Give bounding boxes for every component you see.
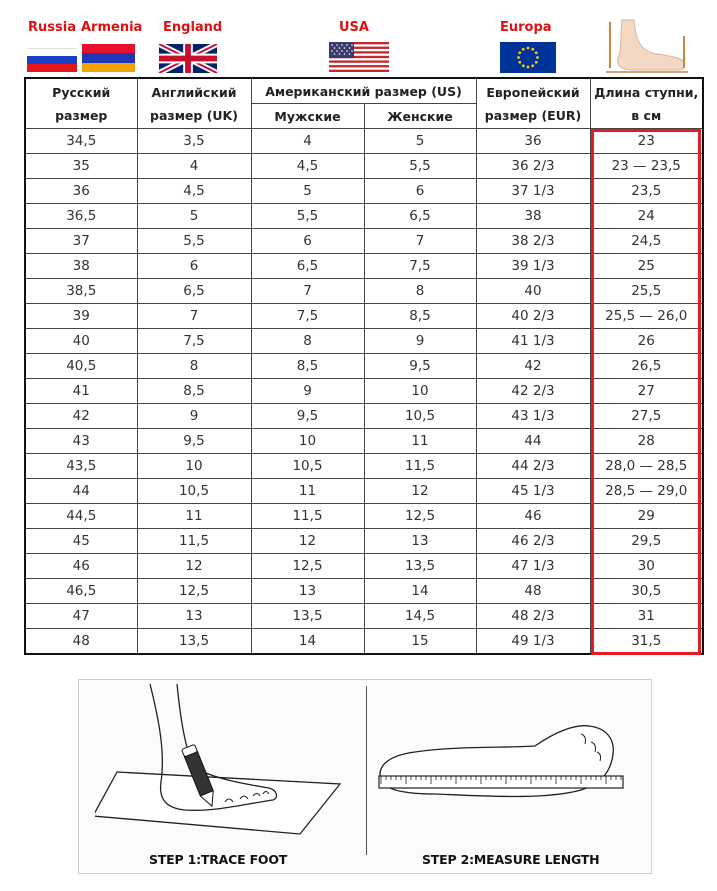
cell-us-women-size: 10 [364, 379, 476, 404]
header-ru-size: Русский размер [25, 78, 137, 129]
cell-ru-size: 37 [25, 229, 137, 254]
cell-us-women-size: 8 [364, 279, 476, 304]
cell-uk-size: 10,5 [137, 479, 251, 504]
cell-us-women-size: 7 [364, 229, 476, 254]
header-eur-size: Европейский размер (EUR) [476, 78, 590, 129]
cell-ru-size: 39 [25, 304, 137, 329]
cell-us-men-size: 5 [251, 179, 364, 204]
cell-uk-size: 7,5 [137, 329, 251, 354]
cell-foot-length: 31 [590, 604, 703, 629]
cell-eur-size: 36 [476, 129, 590, 154]
cell-eur-size: 46 [476, 504, 590, 529]
cell-uk-size: 11 [137, 504, 251, 529]
header-us-men: Мужские [251, 104, 364, 129]
cell-eur-size: 42 [476, 354, 590, 379]
cell-eur-size: 44 [476, 429, 590, 454]
cell-foot-length: 31,5 [590, 629, 703, 655]
cell-us-women-size: 12 [364, 479, 476, 504]
label-england: England [163, 20, 223, 35]
cell-ru-size: 47 [25, 604, 137, 629]
measure-steps-panel [78, 679, 652, 874]
cell-us-women-size: 9 [364, 329, 476, 354]
cell-eur-size: 46 2/3 [476, 529, 590, 554]
cell-us-men-size: 8 [251, 329, 364, 354]
cell-uk-size: 5,5 [137, 229, 251, 254]
cell-us-men-size: 8,5 [251, 354, 364, 379]
cell-ru-size: 45 [25, 529, 137, 554]
cell-us-women-size: 5,5 [364, 154, 476, 179]
cell-uk-size: 3,5 [137, 129, 251, 154]
cell-uk-size: 10 [137, 454, 251, 479]
usa-flag-icon [329, 42, 389, 72]
measure-length-illustration [375, 720, 635, 820]
eu-flag-icon [500, 42, 556, 73]
cell-foot-length: 24 [590, 204, 703, 229]
cell-us-women-size: 15 [364, 629, 476, 655]
cell-ru-size: 43 [25, 429, 137, 454]
cell-us-men-size: 7,5 [251, 304, 364, 329]
cell-us-women-size: 12,5 [364, 504, 476, 529]
russia-flag-icon [27, 48, 77, 72]
cell-eur-size: 37 1/3 [476, 179, 590, 204]
cell-ru-size: 34,5 [25, 129, 137, 154]
cell-uk-size: 4,5 [137, 179, 251, 204]
cell-foot-length: 25,5 — 26,0 [590, 304, 703, 329]
cell-eur-size: 48 2/3 [476, 604, 590, 629]
cell-eur-size: 38 2/3 [476, 229, 590, 254]
cell-ru-size: 36,5 [25, 204, 137, 229]
cell-uk-size: 7 [137, 304, 251, 329]
cell-us-men-size: 10 [251, 429, 364, 454]
cell-uk-size: 8,5 [137, 379, 251, 404]
cell-us-women-size: 10,5 [364, 404, 476, 429]
cell-uk-size: 13 [137, 604, 251, 629]
cell-eur-size: 38 [476, 204, 590, 229]
cell-us-men-size: 4 [251, 129, 364, 154]
cell-eur-size: 44 2/3 [476, 454, 590, 479]
cell-us-men-size: 10,5 [251, 454, 364, 479]
step1-caption: STEP 1:TRACE FOOT [149, 852, 288, 867]
cell-us-men-size: 6,5 [251, 254, 364, 279]
cell-uk-size: 11,5 [137, 529, 251, 554]
cell-foot-length: 23,5 [590, 179, 703, 204]
label-armenia: Armenia [81, 20, 143, 35]
cell-uk-size: 13,5 [137, 629, 251, 655]
header-us-size: Американский размер (US) [251, 78, 476, 104]
cell-us-women-size: 11 [364, 429, 476, 454]
uk-flag-icon [158, 44, 218, 73]
trace-foot-illustration [95, 684, 355, 844]
cell-eur-size: 36 2/3 [476, 154, 590, 179]
cell-us-men-size: 7 [251, 279, 364, 304]
cell-ru-size: 40,5 [25, 354, 137, 379]
cell-ru-size: 43,5 [25, 454, 137, 479]
cell-ru-size: 36 [25, 179, 137, 204]
cell-ru-size: 35 [25, 154, 137, 179]
steps-divider [366, 686, 367, 855]
label-russia: Russia [28, 20, 76, 35]
cell-eur-size: 43 1/3 [476, 404, 590, 429]
header-uk-size: Английский размер (UK) [137, 78, 251, 129]
cell-uk-size: 6 [137, 254, 251, 279]
cell-foot-length: 28,5 — 29,0 [590, 479, 703, 504]
cell-ru-size: 41 [25, 379, 137, 404]
cell-eur-size: 47 1/3 [476, 554, 590, 579]
cell-eur-size: 40 [476, 279, 590, 304]
cell-ru-size: 44,5 [25, 504, 137, 529]
label-usa: USA [339, 20, 369, 35]
cell-us-women-size: 9,5 [364, 354, 476, 379]
cell-uk-size: 12,5 [137, 579, 251, 604]
cell-us-men-size: 4,5 [251, 154, 364, 179]
cell-foot-length: 30,5 [590, 579, 703, 604]
cell-ru-size: 46 [25, 554, 137, 579]
foot-length-icon [600, 16, 690, 74]
foot-length-highlight [591, 129, 701, 655]
cell-us-men-size: 5,5 [251, 204, 364, 229]
cell-eur-size: 39 1/3 [476, 254, 590, 279]
armenia-flag-icon [82, 44, 135, 72]
cell-us-men-size: 12 [251, 529, 364, 554]
cell-us-men-size: 11,5 [251, 504, 364, 529]
cell-foot-length: 28,0 — 28,5 [590, 454, 703, 479]
cell-us-women-size: 13,5 [364, 554, 476, 579]
cell-eur-size: 40 2/3 [476, 304, 590, 329]
cell-foot-length: 30 [590, 554, 703, 579]
cell-us-women-size: 5 [364, 129, 476, 154]
cell-uk-size: 9 [137, 404, 251, 429]
cell-foot-length: 27 [590, 379, 703, 404]
cell-us-women-size: 13 [364, 529, 476, 554]
cell-foot-length: 29 [590, 504, 703, 529]
cell-foot-length: 23 — 23,5 [590, 154, 703, 179]
cell-uk-size: 9,5 [137, 429, 251, 454]
cell-eur-size: 49 1/3 [476, 629, 590, 655]
cell-us-women-size: 6 [364, 179, 476, 204]
cell-ru-size: 44 [25, 479, 137, 504]
cell-ru-size: 40 [25, 329, 137, 354]
label-europa: Europa [500, 20, 552, 35]
cell-uk-size: 12 [137, 554, 251, 579]
cell-us-women-size: 14 [364, 579, 476, 604]
cell-us-women-size: 6,5 [364, 204, 476, 229]
cell-us-men-size: 9 [251, 379, 364, 404]
cell-foot-length: 24,5 [590, 229, 703, 254]
cell-foot-length: 29,5 [590, 529, 703, 554]
cell-foot-length: 25,5 [590, 279, 703, 304]
cell-foot-length: 23 [590, 129, 703, 154]
cell-uk-size: 8 [137, 354, 251, 379]
header-foot-length: Длина ступни, в см [590, 78, 703, 129]
cell-uk-size: 5 [137, 204, 251, 229]
cell-us-men-size: 14 [251, 629, 364, 655]
cell-foot-length: 28 [590, 429, 703, 454]
cell-us-women-size: 14,5 [364, 604, 476, 629]
cell-us-women-size: 7,5 [364, 254, 476, 279]
cell-eur-size: 41 1/3 [476, 329, 590, 354]
cell-us-men-size: 13,5 [251, 604, 364, 629]
cell-us-men-size: 11 [251, 479, 364, 504]
cell-foot-length: 25 [590, 254, 703, 279]
step2-caption: STEP 2:MEASURE LENGTH [422, 852, 600, 867]
cell-us-women-size: 11,5 [364, 454, 476, 479]
cell-foot-length: 26 [590, 329, 703, 354]
cell-ru-size: 38 [25, 254, 137, 279]
cell-ru-size: 46,5 [25, 579, 137, 604]
cell-eur-size: 42 2/3 [476, 379, 590, 404]
header-us-women: Женские [364, 104, 476, 129]
cell-us-men-size: 9,5 [251, 404, 364, 429]
cell-foot-length: 27,5 [590, 404, 703, 429]
cell-us-men-size: 12,5 [251, 554, 364, 579]
cell-us-men-size: 13 [251, 579, 364, 604]
cell-foot-length: 26,5 [590, 354, 703, 379]
cell-ru-size: 42 [25, 404, 137, 429]
cell-eur-size: 48 [476, 579, 590, 604]
cell-eur-size: 45 1/3 [476, 479, 590, 504]
cell-ru-size: 48 [25, 629, 137, 655]
cell-ru-size: 38,5 [25, 279, 137, 304]
cell-us-men-size: 6 [251, 229, 364, 254]
cell-uk-size: 4 [137, 154, 251, 179]
cell-uk-size: 6,5 [137, 279, 251, 304]
cell-us-women-size: 8,5 [364, 304, 476, 329]
